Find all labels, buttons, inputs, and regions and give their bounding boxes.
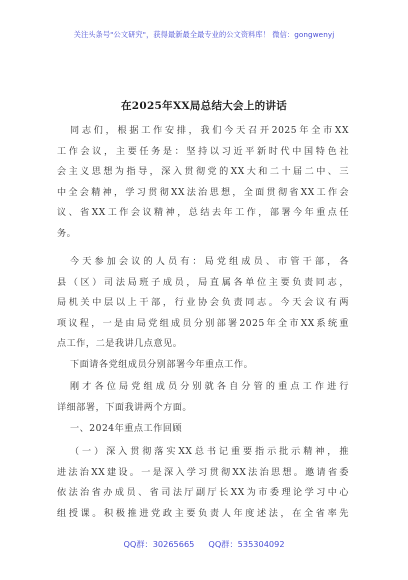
body-line: 同志们，根据工作安排，我们今天召开2025年全市XX (70, 126, 349, 136)
footer-qq-group-2: QQ群：535304092 (208, 539, 285, 549)
body-line: 务。 (57, 229, 77, 239)
document-title: 在2025年XX局总结大会上的讲话 (120, 100, 288, 112)
footer-qq-group-1: QQ群：30265665 (123, 539, 195, 549)
body-line: 详细部署，下面我讲两个方面。 (57, 403, 193, 413)
body-line: 会主义思想为指导，深入贯彻党的XX大和二十届二中、三 (57, 167, 349, 177)
body-line: 项议程，一是由局党组成员分别部署2025年全市XX系统重 (57, 319, 349, 329)
footer-contact (0, 539, 408, 550)
body-line: 议、省XX工作会议精神，总结去年工作，部署今年重点任 (57, 208, 349, 218)
body-line: 进法治XX建设。一是深入学习贯彻XX法治思想。邀请省委 (57, 468, 349, 478)
section-heading: 一、2024年重点工作回顾 (70, 424, 183, 434)
body-line: 依法治省办成员、省司法厅副厅长XX为市委理论学习中心 (57, 488, 349, 498)
body-line: 县（区）司法局班子成员，局直属各单位主要负责同志， (57, 278, 349, 288)
body-line: （一）深入贯彻落实XX总书记重要指示批示精神，推 (70, 447, 349, 457)
header-promo-note: 关注头条号"公文研究"，获得最新最全最专业的公文资料库！ 微信：gongwenyj (73, 30, 335, 39)
body-line: 今天参加会议的人员有：局党组成员、市管干部，各 (70, 257, 349, 267)
body-line: 刚才各位局党组成员分别就各自分管的重点工作进行 (70, 382, 349, 392)
body-line: 工作会议，主要任务是：坚持以习近平新时代中国特色社 (57, 147, 349, 157)
body-line: 下面请各党组成员分别部署今年重点工作。 (70, 360, 254, 370)
body-line: 组授课。积极推进党政主要负责人年度述法，在全省率先 (57, 509, 349, 519)
body-line: 局机关中层以上干部，行业协会负责同志。今天会议有两 (57, 298, 349, 308)
body-line: 中全会精神，学习贯彻XX法治思想，全面贯彻省XX工作会 (57, 188, 349, 198)
body-line: 点工作，二是我讲几点意见。 (57, 339, 183, 349)
